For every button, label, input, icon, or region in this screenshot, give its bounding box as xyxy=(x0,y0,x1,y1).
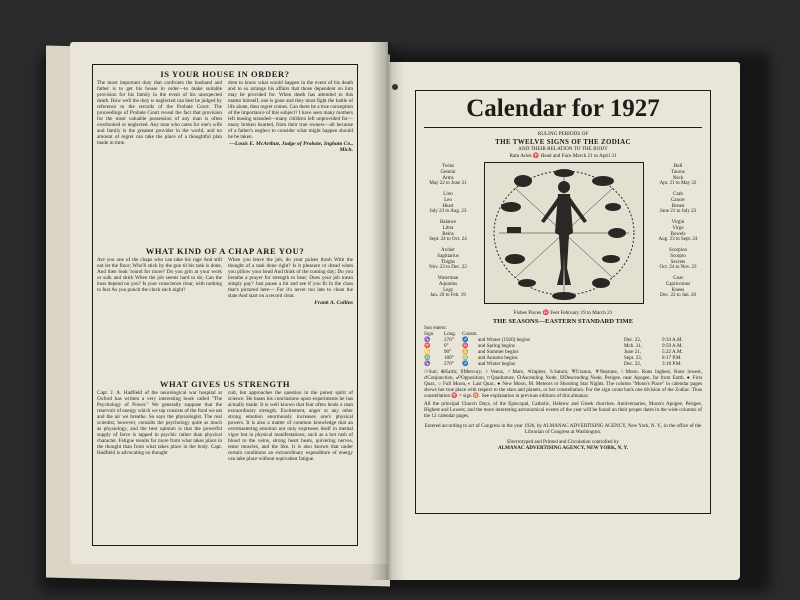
sign-aquarius: Waterman Aquarius Legs Jan. 20 to Feb. 19 xyxy=(430,276,466,299)
sun-enters-label: Sun enters: xyxy=(424,325,447,331)
sign-taurus: Bull Taurus Neck Apr. 21 to May 22 xyxy=(659,164,697,187)
poem-text: Are you one of the chaps who can take his rage And still not let the floor; Who'll stick by the gun til his task is done, And then look 'round for more? Do you grin at your work or sulk and shirk When the job seems hard to do; Can the boss depend on you? Is your conscience clear, with nothing to fear As you punch the clock each night? xyxy=(97,257,222,293)
col-sign: Sign xyxy=(424,331,434,337)
sign-scorpio: Scorpion Scorpio Secrets Oct. 24 to Nov. 23 xyxy=(659,248,697,271)
sign-libra: Balance Libra Reins Sept. 24 to Oct. 24 xyxy=(429,220,467,243)
sign-pisces: Fishes Pisces ♓ Feet February 19 to March 21 xyxy=(513,310,613,316)
zodiac-heading: THE TWELVE SIGNS OF THE ZODIAC xyxy=(495,138,631,146)
symbols-legend: ☉Sun; ⊕Earth; ☿Mercury, ♀Venus, ♂Mars, ♃Jupiter, ♄Saturn, ♅Uranus, ♆Neptune, ☾Moon. Runs highest, Runs lowest, ☌Conjunction, ☍Opposition, □Quadrature, ☊Ascending Node, ☋Descending Node, Perigee, near Apogee, far from Earth. ● First Quar., ○ Full Moon, ◐ Last Quar., ● New Moon, M. Meteors or Shooting Star Nights. The column "Moon's Place" in calendar pages shows her true place with respect to the stars and planets, or her constellation. For the sign count back one division of the Zodiac. Thus constellation ♈ = sign ♉. See explanation in previous editions of this almanac. xyxy=(424,369,702,399)
article-signature: —Louis E. McArthur, Judge of Probate, Ingham Co., Mich. xyxy=(229,141,353,153)
sign-virgo: Virgin Virgo Bowels Aug. 23 to Sept. 24 xyxy=(658,220,698,243)
sign-capricornus: Goat Capricornus Knees Dec. 22 to Jan. 20 xyxy=(659,276,697,299)
publisher-name: ALMANAC ADVERTISING AGENCY, NEW YORK, N. Y. xyxy=(497,445,628,451)
article-text: dren to know what would happen in the event of his death and to so arrange his affairs that those dependent on him may be provided for. When death has attended to this matter himself, one is gone and they must fight the battle of life alone, then regret comes. Can there be a true conception of the importance of this subject? I have seen many mothers left leasing stranded—many children left unprovided for—many broken hearted, from their true owners—all because of a father's neglect to consider what might happen should he be taken. xyxy=(228,80,353,140)
sign-cancer: Crab Cancer Breast June 21 to July 23 xyxy=(659,192,697,215)
article-body-house xyxy=(97,80,353,244)
poem-signature: Frank A. Collins xyxy=(314,300,353,306)
zodiac-subheading: AND THEIR RELATION TO THE BODY xyxy=(518,146,608,152)
article-body-strength xyxy=(97,390,353,550)
right-page xyxy=(388,62,740,580)
right-page-frame xyxy=(415,90,711,514)
copyright-note: Entered according to act of Congress in the year 1926, by ALMANAC ADVERTISING AGENCY, New York, N. Y., in the office of the Librarian of Congress at Washington. xyxy=(424,423,702,435)
article-body-chap xyxy=(97,257,353,377)
sign-leo: Lion Leo Heart July 23 to Aug. 23 xyxy=(429,192,467,215)
col-long: Long. xyxy=(444,331,457,337)
seasons-heading: THE SEASONS—EASTERN STANDARD TIME xyxy=(492,318,634,325)
article-heading-chap: WHAT KIND OF A CHAP ARE YOU? xyxy=(145,246,305,256)
article-heading-house: IS YOUR HOUSE IN ORDER? xyxy=(160,69,290,79)
book-gutter xyxy=(370,42,404,580)
col-constn: Constn. xyxy=(462,331,478,337)
electrotyped-note: Electrotyped and Printed and Circulation controlled by xyxy=(507,439,619,445)
left-page-frame xyxy=(92,64,358,546)
article-heading-strength: WHAT GIVES US STRENGTH xyxy=(159,379,291,389)
zodiac-man-illustration xyxy=(484,162,644,304)
church-days-note: All the principal Church Days, of the Episcopal, Catholic, Hebrew and Greek churches. Anniversaries, Moon's Apogee, Perigee, Highest and Lowest, and the more interesting astronomical events of the year will be found on their proper dates in the wide columns of the 12 calendar pages. xyxy=(424,401,702,419)
calendar-title: Calendar for 1927 xyxy=(424,95,702,128)
article-text: cult, but approaches the question in the purest spirit of science. He bases his conclusions upon experiments he has actually made. It is well known that fear often lends a man extraordinary strength. Excitement, anger or any other strong emotion enormously increases one's physical powers. It is also a matter of common knowledge that an overmastering emotion not only expresses itself in mental vigor but in physical manifestations, such as a hot rush of blood to the veins, strong heart beats, quivering nerves, tense muscles, and the like. It is also known that under certain conditions an extraordinary expenditure of energy can take place without equivalent fatigue. xyxy=(228,390,353,462)
sign-sagittarius: Archer Sagittarius Thighs Nov. 23 to Dec. 22 xyxy=(429,248,467,271)
sign-aries: Ram Aries ♈ Head and Face March 21 to April 21 xyxy=(509,153,617,159)
sign-gemini: Twins Gemini Arms May 22 to June 21 xyxy=(429,164,467,187)
seasons-table: Sun enters: Sign Long. Constn. ♑ 270° ♐ and Winter (1926) begins Dec. 22, 9:34 A.M. ♈ 0° ♓ and Spring begins Mch. 21, 9:59 A.M. ♋ 90° ♊ and Summer begins June 21, 5:22 A.M. ♎ 180° ♍ and Autumn begins Sept. 23, 8:17 P.M. ♑ 270° ♐ and Winter begins Dec. 22, 3:18 P.M. xyxy=(424,325,683,367)
left-page xyxy=(70,42,388,564)
poem-text: When you leave the job, do your pulses throb With the thought of a task done right? Is it pleasure or dread when you pillow your head And think of the coming day; Do you breathe a prayer for strength to bear; Does your job mean simply pay? Just pause a bit and see if you fit In the class that's pictured here— For it's never too late to clean the slate And start on a record clear. xyxy=(228,257,353,299)
ruling-periods-label: RULING PERIODS OF xyxy=(537,131,589,137)
article-text: Capt. J. A. Hadfield of the neurological war hospital at Oxford has written a very interesting book called "The Psychology of Power." We generally suppose that the reservoir of energy which we tap consists of the food we eat and the air we breathe. So says the physiologist. The real scientist, however, consults the psychology quite as much as physiology, and the best opinion is that the powerful supply of force is tapped in psychic rather than physical character. Fatigue results far more from what takes place in the thought than from what takes place in the body. Capt. Hadfield is advocating no thought xyxy=(97,390,222,456)
article-text: The most important duty that confronts the husband and father is to get his house in order—to make suitable provision for his family in the event of his unexpected death. How well the duty is neglected can best be judged by reference to the records of the Probate Court. The proceedings of Probate Court reveal the fact that provision for the most valuable possession of any man is often overlooked or neglected. Any man who cares for one's wife and family is the greatest provider in the world, and no amount of regret can take the place of a thoughtful plan made in time. xyxy=(97,80,222,146)
zodiac-chart xyxy=(424,153,702,316)
